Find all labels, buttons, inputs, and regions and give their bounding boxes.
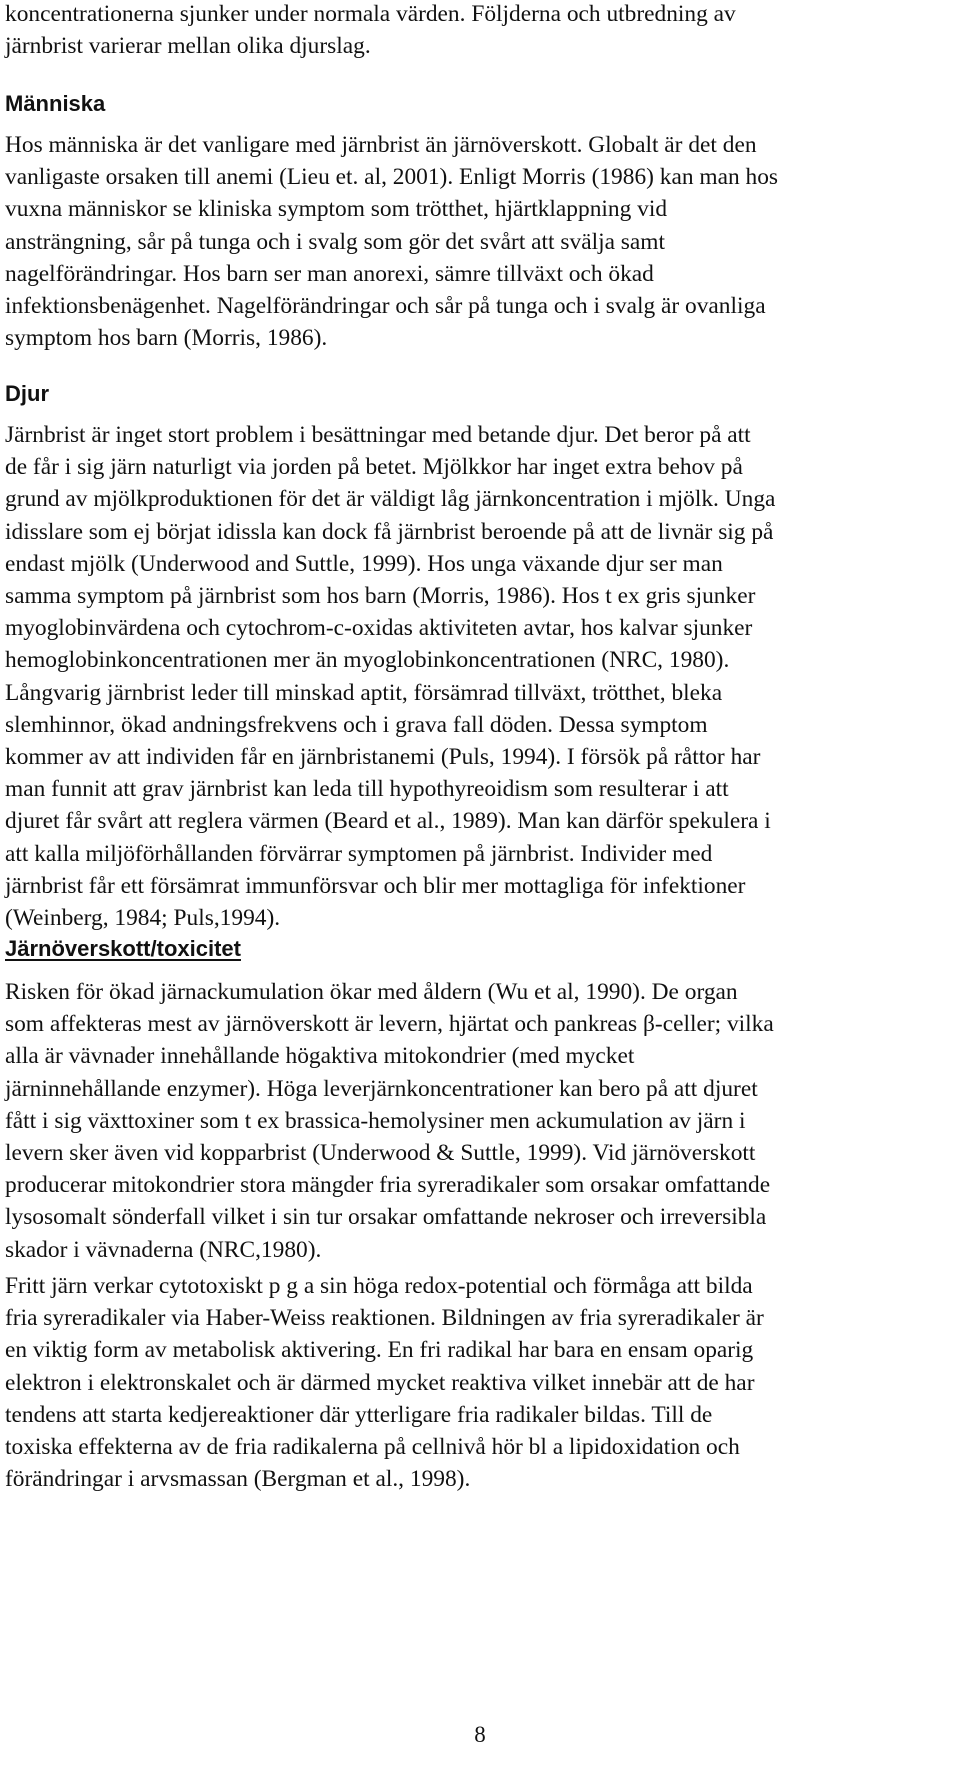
text-line: Hos människa är det vanligare med järnbrist än järnöverskott. Globalt är det den	[5, 132, 757, 158]
text-line: alla är vävnader innehållande högaktiva mitokondrier (med mycket	[5, 1043, 635, 1070]
text-line: skador i vävnaderna (NRC,1980).	[5, 1236, 322, 1263]
paragraph-jarnoverskott-2	[5, 1270, 764, 1495]
text-line: förändringar i arvsmassan (Bergman et al., 1998).	[5, 1466, 471, 1493]
text-line: Långvarig järnbrist leder till minskad aptit, försämrad tillväxt, trötthet, bleka	[5, 679, 723, 706]
text-line: att kalla miljöförhållanden förvärrar symptomen på järnbrist. Individer med	[5, 840, 713, 867]
section-heading-manniska: Människa	[5, 91, 106, 116]
text-line: Risken för ökad järnackumulation ökar med åldern (Wu et al, 1990). De organ	[5, 979, 738, 1005]
text-line: djuret får svårt att reglera värmen (Beard et al., 1989). Man kan därför spekulera i	[5, 808, 771, 835]
text-line: man funnit att grav järnbrist kan leda till hypothyreoidism som resulterar i att	[5, 776, 729, 803]
text-line: järnbrist varierar mellan olika djurslag.	[5, 33, 371, 60]
text-line: vuxna människor se kliniska symptom som trötthet, hjärtklappning vid	[5, 196, 668, 223]
text-line: Järnbrist är inget stort problem i besättningar med betande djur. Det beror på att	[5, 422, 751, 448]
text-line: järninnehållande enzymer). Höga leverjärnkoncentrationer kan bero på att djuret	[5, 1075, 758, 1102]
text-line: toxiska effekterna av de fria radikalerna på cellnivå hör bl a lipidoxidation och	[5, 1434, 740, 1461]
text-line: vanligaste orsaken till anemi (Lieu et. al, 2001). Enligt Morris (1986) kan man hos	[5, 164, 779, 191]
text-line: ansträngning, sår på tunga och i svalg som gör det svårt att svälja samt	[5, 228, 665, 255]
text-line: samma symptom på järnbrist som hos barn (Morris, 1986). Hos t ex gris sjunker	[5, 583, 756, 610]
text-line: symptom hos barn (Morris, 1986).	[5, 325, 328, 352]
text-line: koncentrationerna sjunker under normala värden. Följderna och utbredning av	[5, 1, 736, 27]
text-line: (Weinberg, 1984; Puls,1994).	[5, 905, 281, 932]
text-line: grund av mjölkproduktionen för det är väldigt låg järnkoncentration i mjölk. Unga	[5, 486, 776, 513]
text-line: som affekteras mest av järnöverskott är levern, hjärtat och pankreas β-celler; vilka	[5, 1011, 774, 1038]
paragraph-djur	[5, 419, 775, 934]
paragraph-jarnoverskott-1	[5, 976, 774, 1266]
text-line: myoglobinvärdena och cytochrom-c-oxidas aktiviteten avtar, hos kalvar sjunker	[5, 615, 753, 642]
text-line: Fritt järn verkar cytotoxiskt p g a sin höga redox-potential och förmåga att bilda	[5, 1273, 753, 1299]
page-number: 8	[474, 1722, 486, 1747]
text-line: tendens att starta kedjereaktioner där ytterligare fria radikaler bildas. Till de	[5, 1401, 713, 1428]
text-line: producerar mitokondrier stora mängder fria syreradikaler som orsakar omfattande	[5, 1172, 771, 1199]
text-line: hemoglobinkoncentrationen mer än myoglobinkoncentrationen (NRC, 1980).	[5, 647, 730, 674]
text-line: endast mjölk (Underwood and Suttle, 1999). Hos unga växande djur ser man	[5, 550, 723, 577]
text-line: infektionsbenägenhet. Nagelförändringar och sår på tunga och i svalg är ovanliga	[5, 293, 766, 320]
text-line: järnbrist får ett försämrat immunförsvar och blir mer mottagliga för infektioner	[5, 872, 746, 899]
text-line: lysosomalt sönderfall vilket i sin tur orsakar omfattande nekroser och irreversibla	[5, 1204, 767, 1231]
section-heading-djur: Djur	[5, 381, 49, 406]
text-line: nagelförändringar. Hos barn ser man anorexi, sämre tillväxt och ökad	[5, 260, 654, 287]
text-line: levern sker även vid kopparbrist (Underwood & Suttle, 1999). Vid järnöverskott	[5, 1140, 756, 1167]
text-line: kommer av att individen får en järnbristanemi (Puls, 1994). I försök på råttor har	[5, 744, 761, 771]
text-line: elektron i elektronskalet och är därmed mycket reaktiva vilket innebär att de har	[5, 1369, 755, 1396]
paragraph-manniska	[5, 129, 778, 354]
text-line: idisslare som ej börjat idissla kan dock få järnbrist beroende på att de livnär sig på	[5, 518, 774, 545]
section-heading-jarnoverskott: Järnöverskott/toxicitet	[5, 936, 241, 961]
text-line: slemhinnor, ökad andningsfrekvens och i grava fall döden. Dessa symptom	[5, 711, 708, 738]
text-line: de får i sig järn naturligt via jorden på betet. Mjölkkor har inget extra behov på	[5, 454, 743, 481]
text-line: en viktig form av metabolisk aktivering. En fri radikal har bara en ensam oparig	[5, 1337, 754, 1364]
text-line: fria syreradikaler via Haber-Weiss reaktionen. Bildningen av fria syreradikaler är	[5, 1305, 764, 1332]
text-line: fått i sig växttoxiner som t ex brassica-hemolysiner men ackumulation av järn i	[5, 1107, 746, 1134]
intro-paragraph	[5, 0, 736, 62]
